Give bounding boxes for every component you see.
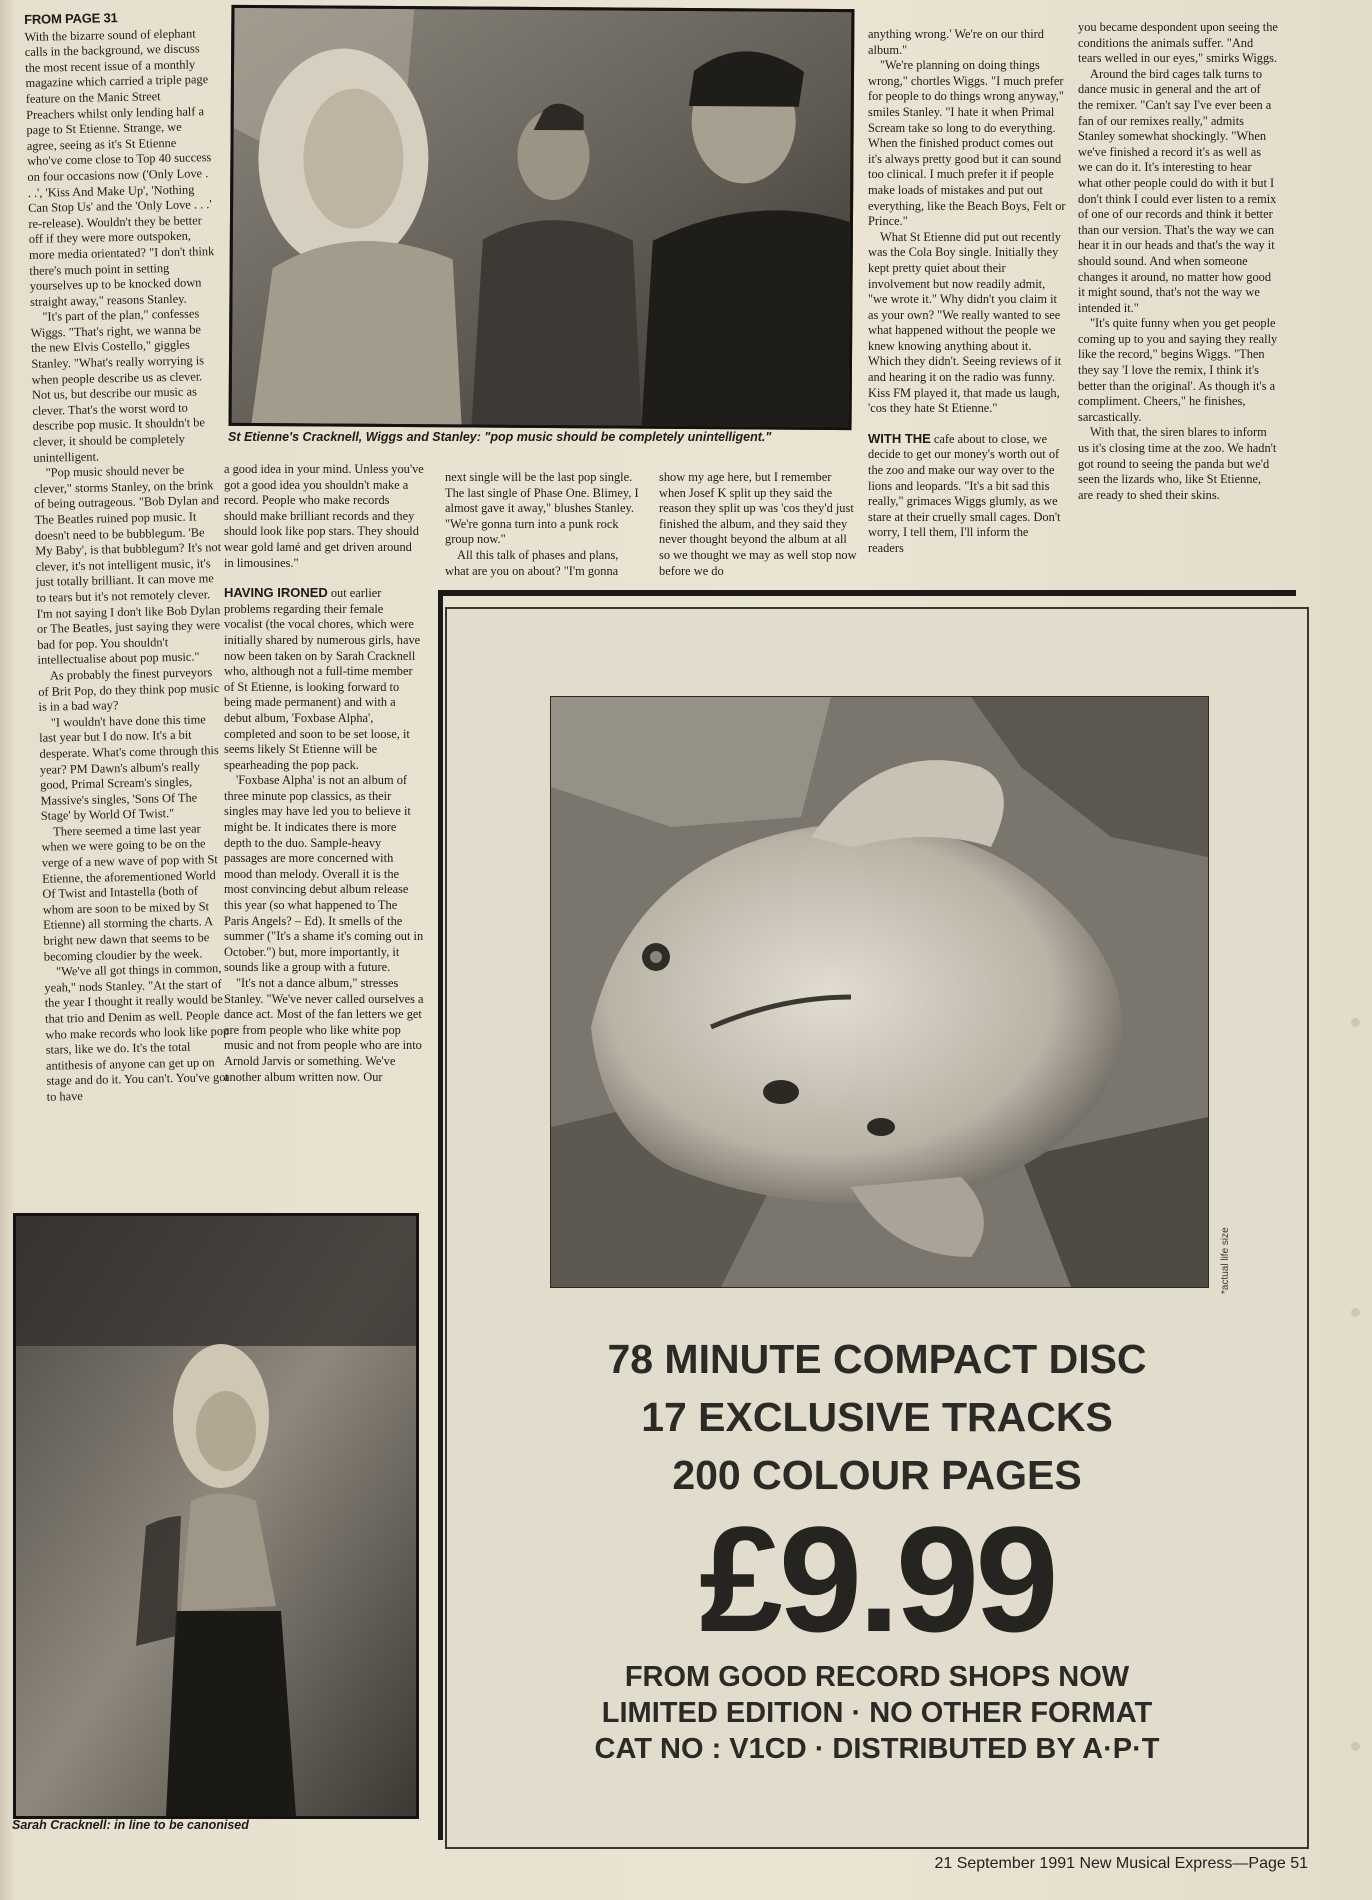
paragraph: [224, 585, 424, 773]
ad-headline-2: 17 EXCLUSIVE TRACKS: [641, 1394, 1113, 1440]
paragraph: "It's part of the plan," confesses Wiggs. "That's right, we wanna be the new Elvis Costello," giggles Stanley. "What's really worrying is when people describe us as clever. Not us, but describe our music as clever. That's the worst word to describe pop music. It shouldn't be clever, it should be completely unintelligent.: [30, 306, 206, 465]
ad-headline-1: 78 MINUTE COMPACT DISC: [607, 1336, 1147, 1382]
ad-headline-3: 200 COLOUR PAGES: [672, 1452, 1082, 1498]
sarah-cracknell-photo: [13, 1213, 419, 1819]
paragraph: show my age here, but I remember when Josef K split up they said the reason they split up was 'cos they'd just finished the album, and they said they never thought beyond the album at all so we thought we may as well stop now before we do: [659, 470, 857, 578]
paragraph: a good idea in your mind. Unless you've got a good idea you shouldn't make a record. People who make records should make brilliant records and they should look like pop stars. They should wear gold lamé and get driven around in limousines.": [224, 462, 424, 570]
paragraph: There seemed a time last year when we were going to be on the verge of a new wave of pop with St Etienne, the aforementioned World Of Twist and Intastella (both of whom are soon to be mixed by St Etienne) all storming the charts. A bright new dawn that seems to be becoming cloudier by the week.: [41, 821, 218, 964]
group-photo: [229, 5, 855, 430]
paragraph: next single will be the last pop single. The last single of Phase One. Blimey, I almost gave it away," blushes Stanley. "We're gonna turn into a punk rock group now.": [445, 470, 639, 547]
paragraph: "It's not a dance album," stresses Stanley. "We've never called ourselves a dance act. Most of the fan letters we get are from people who like white pop music and not from people who are into Arnold Jarvis or something. We've another album written now. Our: [224, 976, 424, 1084]
ad-catalogue: CAT NO : V1CD · DISTRIBUTED BY A·P·T: [594, 1733, 1160, 1765]
article-column-5: [868, 27, 1066, 557]
paragraph: All this talk of phases and plans, what are you on about? "I'm gonna: [445, 547, 619, 578]
paragraph: "Pop music should never be clever," storms Stanley, on the brink of being outrageous. "Bob Dylan and The Beatles ruined pop music. It doesn't need to be bubblegum. 'Be My Baby', is that bubblegum? It's not clever, it's not intelligent music, it's just totally brilliant. It can move me to tears but it's not remotely clever. I'm not saying I don't like Bob Dylan or The Beatles, just saying they were bad for pop. You shouldn't intellectualise about pop music.": [33, 462, 222, 668]
cd-advertisement: [445, 607, 1309, 1849]
paragraph-text: cafe about to close, we decide to get our money's worth out of the zoo and make our way over to the lions and leopards. "It's a bit sad this really," grimaces Wiggs glumly, as we stare at their cruelly small cages. Don't worry, I tell them, I'll inform the readers: [868, 431, 1061, 555]
sarah-photo-caption: Sarah Cracknell: in line to be canonised: [12, 1818, 249, 1832]
paragraph: As probably the finest purveyors of Brit Pop, do they think pop music is in a bad way?: [38, 665, 220, 714]
continued-from-kicker: FROM PAGE 31: [24, 10, 118, 27]
ad-edition: LIMITED EDITION · NO OTHER FORMAT: [601, 1697, 1153, 1729]
paragraph: anything wrong.' We're on our third album.": [868, 27, 1044, 57]
group-photo-image: [232, 8, 852, 427]
paragraph: "I wouldn't have done this time last year but I do now. It's a bit desperate. What's come through this year? PM Dawn's album's really good, Primal Scream's singles, Massive's singles, 'Sons Of The Stage' by World Of Twist.": [39, 712, 219, 824]
paragraph: "We're planning on doing things wrong," chortles Wiggs. "I much prefer for people to do things wrong anyway," smiles Stanley. "I hate it when Primal Scream take so long to do everything. When the finished product comes out it's always pretty good but it can sound too clinical. I much prefer it if people make loads of mistakes and put out everything, like the Beach Boys, Felt or Prince.": [868, 58, 1066, 229]
group-photo-caption: St Etienne's Cracknell, Wiggs and Stanley: "pop music should be completely unintelligent.": [228, 430, 772, 444]
sarah-cracknell-photo-image: [16, 1216, 416, 1816]
paragraph: What St Etienne did put out recently was the Cola Boy single. Initially they kept pretty quiet about their involvement but now readily admit, "we wrote it." Why didn't you claim it as your own? "We really wanted to see what happened without the people we knew knowing anything about it. Which they didn't. Seeing reviews of it and hearing it on the radio was funny. Kiss FM played it, that made us laugh, 'cos they hate St Etienne.": [868, 229, 1062, 416]
divider-rule: [438, 590, 1296, 596]
paragraph: "We've all got things in common, yeah," nods Stanley. "At the start of the year I thought it really would be that trio and Denim as well. People who make records who look like pop stars, like we do. It's the total antithesis of anyone can get up on stage and do it. You can't. You've got to have: [44, 961, 230, 1104]
ad-side-note: *actual life size: [1220, 1227, 1231, 1294]
paragraph: With that, the siren blares to inform us it's closing time at the zoo. We hadn't got round to seeing the panda but we'd seen the lizards who, like St Etienne, are ready to shed their skins.: [1078, 425, 1277, 502]
paragraph: [868, 431, 1066, 557]
angelfish-illustration: [551, 697, 1208, 1287]
ad-price: £9.99: [699, 1495, 1055, 1663]
paragraph: you became despondent upon seeing the conditions the animals suffer. "And tears welled in our eyes," smirks Wiggs.: [1078, 20, 1278, 66]
article-column-3: [445, 470, 643, 579]
paragraph: "It's quite funny when you get people coming up to you and saying they really like the record," begins Wiggs. "Then they say 'I love the remix, I think it's better than the original'. As though it's a compliment. Cheers," he finishes, sarcastically.: [1078, 316, 1278, 424]
article-column-6: [1078, 20, 1278, 503]
paragraph: With the bizarre sound of elephant calls in the background, we discuss the most recent issue of a monthly magazine which carried a triple page feature on the Manic Street Preachers whilst only lending half a page to St Etienne. Strange, we agree, seeing as it's St Etienne who've come close to Top 40 success on four occasions now ('Only Love . . .', 'Kiss And Make Up', 'Nothing Can Stop Us' and the 'Only Love . . .' re-release). Wouldn't they be better off if they were more outspoken, more media orientated? "I don't think there's much point in setting yourselves up to be knocked down straight away," reasons Stanley.: [24, 26, 215, 309]
article-column-2: [224, 462, 424, 1085]
page-footer: 21 September 1991 New Musical Express—Page 51: [934, 1855, 1308, 1872]
paragraph-text: out earlier problems regarding their female vocalist (the vocal chores, which were initially shared by numerous girls, have now been taken on by Sarah Cracknell who, although not a full-time member of St Etienne, is looking forward to being made permanent) and with a debut album, 'Foxbase Alpha', completed and soon to be set loose, it seems likely St Etienne will be spearheading the pop pack.: [224, 586, 421, 772]
run-in-heading: WITH THE: [868, 430, 931, 446]
paragraph: 'Foxbase Alpha' is not an album of three minute pop classics, as their singles may have led you to believe it might be. It indicates there is more depth to the duo. Sample-heavy passages are more concerned with mood than melody. Overall it is the most convincing debut album release this year (so what happened to The Paris Angels? – Ed). It smells of the summer ("It's a shame it's coming out in October.") but, more importantly, it sounds like a group with a future.: [224, 773, 424, 975]
run-in-heading: HAVING IRONED: [224, 585, 328, 601]
divider-rule: [438, 590, 443, 1840]
ad-availability: FROM GOOD RECORD SHOPS NOW: [624, 1661, 1130, 1693]
article-column-1: [24, 8, 233, 1105]
article-column-4: [659, 470, 857, 579]
paragraph: Around the bird cages talk turns to dance music in general and the art of the remixer. "Can't say I've ever been a fan of our remixes really," admits Stanley somewhat shockingly. "When we've finished a record it's as well as we can do it. It's interesting to hear what other people could do with it but I don't think I could ever listen to a remix of one of our records and think it better than our version. That's the way we can hear it in our heads and that's the way it should sound. And when someone changes it around, no matter how good it might sound, that's not the way we intended it.": [1078, 66, 1277, 315]
ad-fish-image: [550, 696, 1209, 1288]
